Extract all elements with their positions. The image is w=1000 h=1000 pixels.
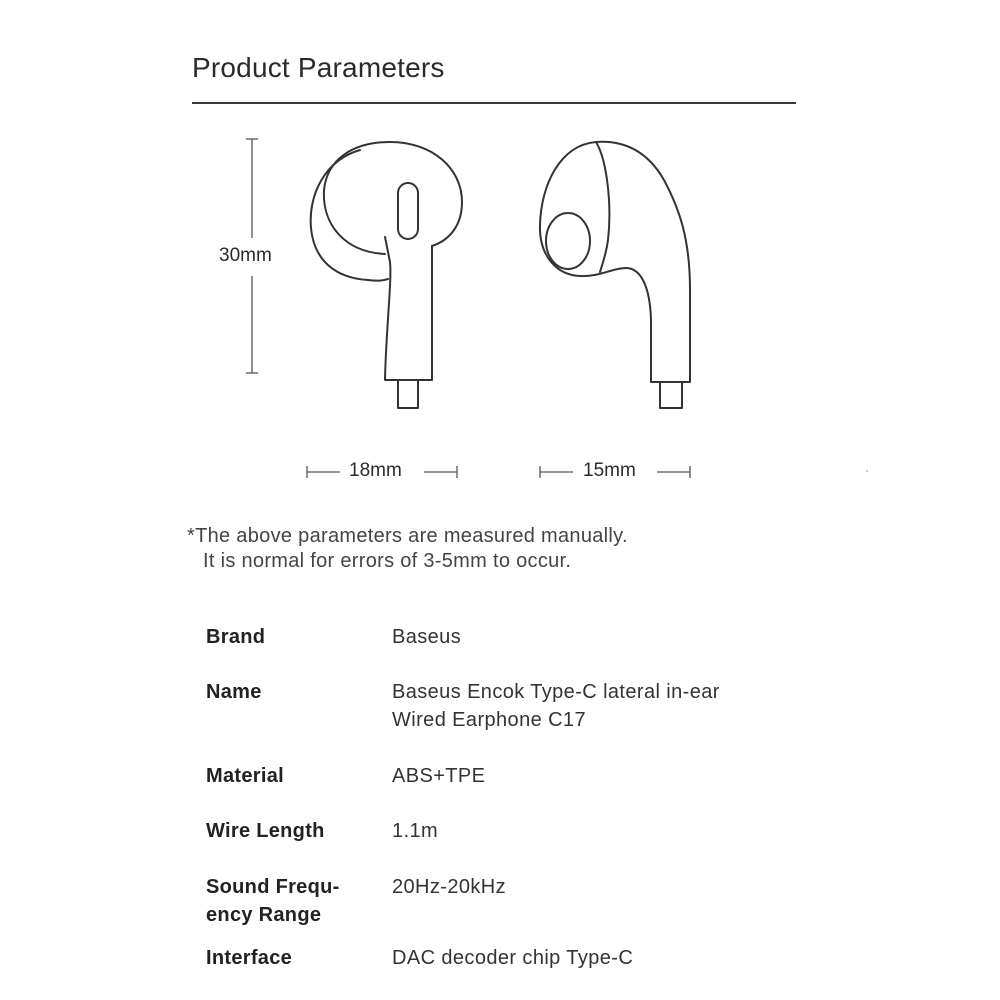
spec-label-wire-length: Wire Length [206,820,325,842]
spec-label-frequency-line1: Sound Frequ- [206,876,340,898]
front-width-label: 18mm [349,460,402,481]
side-width-label: 15mm [583,460,636,481]
earphone-front-view-icon [311,142,462,408]
spec-value-frequency: 20Hz-20kHz [392,876,507,898]
spec-value-brand: Baseus [392,626,462,648]
spec-value-wire-length: 1.1m [392,820,439,842]
note-line-1: *The above parameters are measured manually. [187,525,628,547]
spec-label-frequency-line2: ency Range [206,904,322,926]
stray-dot [866,470,868,472]
height-dimension-label: 30mm [219,245,272,266]
spec-value-interface: DAC decoder chip Type-C [392,947,634,969]
spec-value-material: ABS+TPE [392,765,486,787]
note-line-2: It is normal for errors of 3-5mm to occur. [203,550,572,572]
spec-label-interface: Interface [206,947,293,969]
spec-value-name-line1: Baseus Encok Type-C lateral in-ear [392,681,720,703]
spec-label-brand: Brand [206,626,266,648]
spec-label-material: Material [206,765,284,787]
page-title: Product Parameters [192,52,445,83]
earphone-side-view-icon [540,142,690,408]
measurement-note [187,524,628,574]
spec-value-name-line2: Wired Earphone C17 [392,709,586,731]
spec-label-name: Name [206,681,262,703]
